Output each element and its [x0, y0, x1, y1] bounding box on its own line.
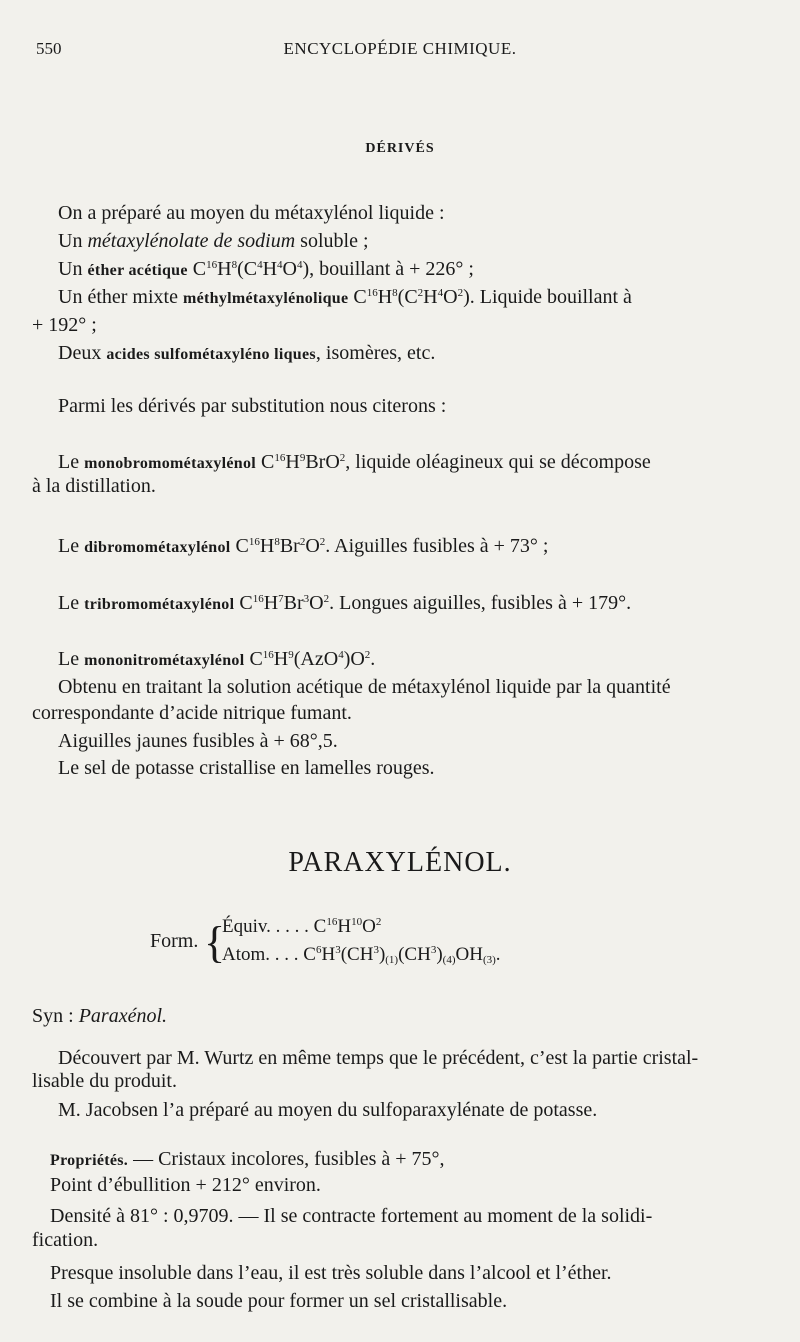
running-title: ENCYCLOPÉDIE CHIMIQUE.: [283, 39, 517, 58]
decouvert-line-2: lisable du produit.: [32, 1070, 177, 1092]
insoluble-line: Presque insoluble dans l’eau, il est très soluble dans l’alcool et l’éther.: [50, 1262, 612, 1284]
synonym-line: Syn : Paraxénol.: [32, 1005, 167, 1027]
densite-line-1: Densité à 81° : 0,9709. — Il se contracte fortement au moment de la solidi-: [50, 1205, 653, 1227]
densite-line-2: fication.: [32, 1229, 99, 1251]
tribromo-line: Le tribromométaxylénol $C^{16}H^7Br^3O^2$. Longues aiguilles, fusibles à + 179°.: [58, 592, 632, 614]
decouvert-line-1: Découvert par M. Wurtz en même temps que le précédent, c’est la partie cristal-: [58, 1047, 699, 1069]
derives-item-ether-mixte-cont: + 192° ;: [32, 314, 97, 336]
mononitro-paragraph-3: Aiguilles jaunes fusibles à + 68°,5.: [58, 730, 338, 752]
derives-item-acides: Deux acides sulfométaxyléno liques, isomères, etc.: [58, 342, 436, 364]
derives-parmi: Parmi les dérivés par substitution nous citerons :: [58, 395, 447, 417]
formula-equiv: Équiv. . . . . $C^{16}H^{10}O^2$: [222, 916, 382, 937]
derives-item-sodium: Un métaxylénolate de sodium soluble ;: [58, 230, 369, 252]
formula-block: [150, 914, 650, 976]
derives-intro: On a préparé au moyen du métaxylénol liquide :: [58, 202, 445, 224]
combine-line: Il se combine à la soude pour former un sel cristallisable.: [50, 1290, 508, 1312]
formula-brace: {: [204, 918, 226, 967]
dibromo-line: Le dibromométaxylénol $C^{16}H^8Br^2O^2$. Aiguilles fusibles à + 73° ;: [58, 535, 549, 557]
jacobsen-line: M. Jacobsen l’a préparé au moyen du sulfoparaxylénate de potasse.: [58, 1099, 598, 1121]
mononitro-paragraph-4: Le sel de potasse cristallise en lamelles rouges.: [58, 757, 435, 779]
proprietes-line: Propriétés. — Cristaux incolores, fusibles à + 75°,: [50, 1148, 445, 1170]
monobromo-cont: à la distillation.: [32, 475, 156, 497]
section-title-derives: DÉRIVÉS: [365, 141, 435, 156]
mononitro-paragraph-1: Obtenu en traitant la solution acétique de métaxylénol liquide par la quantité: [58, 676, 671, 698]
formula-atom: Atom. . . . $C^6H^3(CH^3)_{(1)}(CH^3)_{(4)}OH_{(3)}$.: [222, 944, 501, 966]
section-title-paraxylenol: PARAXYLÉNOL.: [288, 847, 512, 878]
mononitro-paragraph-2: correspondante d’acide nitrique fumant.: [32, 702, 352, 724]
ebullition-line: Point d’ébullition + 212° environ.: [50, 1174, 321, 1196]
formula-label: Form.: [150, 930, 199, 952]
monobromo-line: Le monobromométaxylénol $C^{16}H^9BrO^2$, liquide oléagineux qui se décompose: [58, 451, 651, 473]
derives-item-ether-acetique: Un éther acétique $C^{16}H^8(C^4H^4O^4)$, bouillant à + 226° ;: [58, 258, 474, 280]
page-number: 550: [36, 39, 62, 58]
mononitro-line: Le mononitrométaxylénol $C^{16}H^9(AzO^4)O^2$.: [58, 648, 376, 670]
derives-item-ether-mixte: Un éther mixte méthylmétaxylénolique $C^{16}H^8(C^2H^4O^2)$. Liquide bouillant à: [58, 286, 632, 308]
